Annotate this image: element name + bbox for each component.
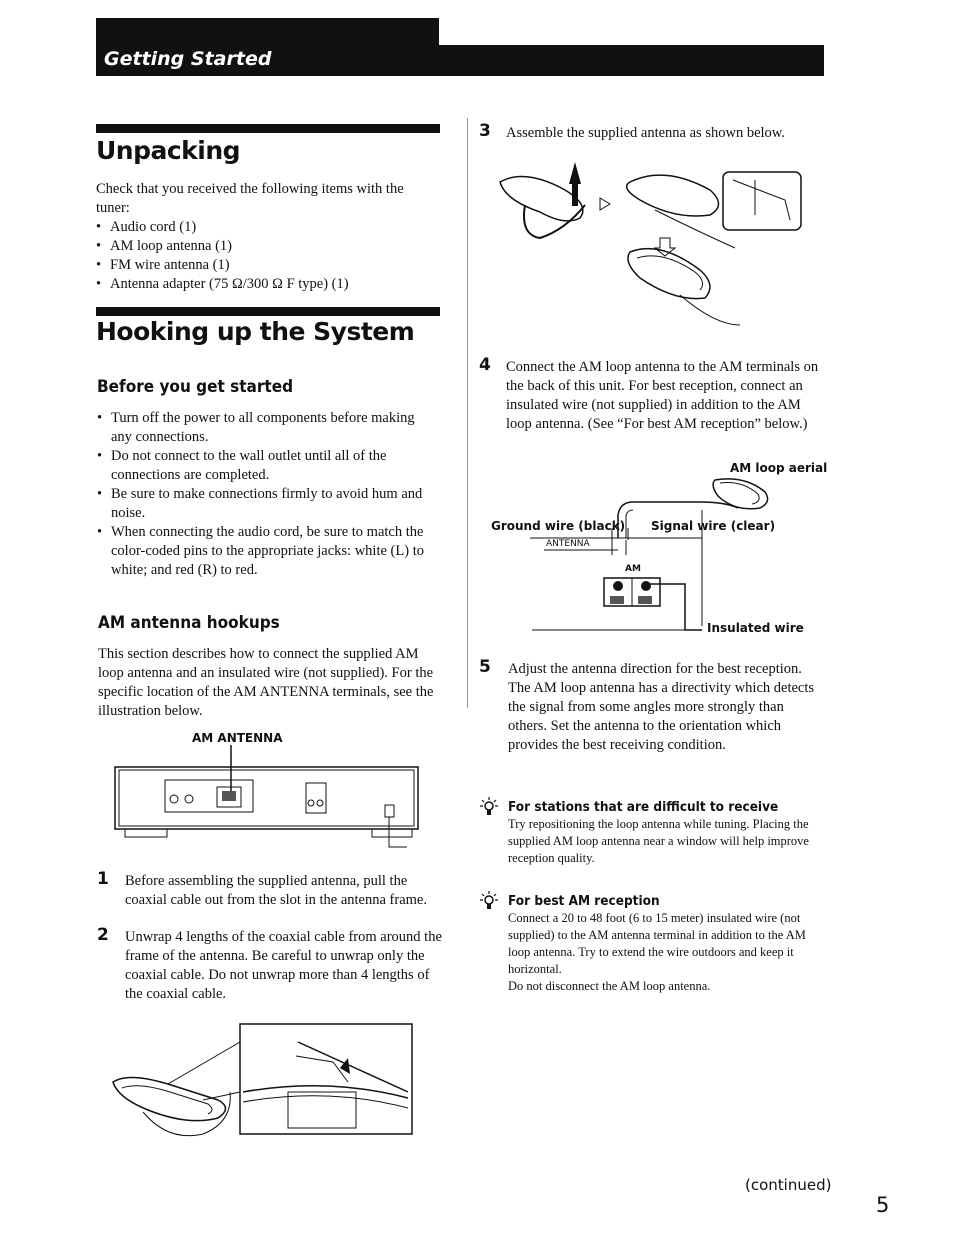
coaxial-unwrap-illustration [108, 1022, 416, 1138]
step-number: 2 [97, 925, 109, 945]
am-hookups-text: This section describes how to connect the supplied AM loop antenna and an insulated wire (not supplied). For the specific location of the AM ANTENNA terminals, see the illustration below. [98, 646, 434, 719]
step-text: Connect the AM loop antenna to the AM terminals on the back of this unit. For best reception, connect an insulated wire (not supplied) in addition to the AM loop antenna. (See “For best AM reception” below.) [506, 359, 819, 432]
tip-text: Try repositioning the loop antenna while tuning. Placing the supplied AM loop antenna near a window will help improve reception quality. [508, 817, 809, 865]
tip-text [508, 910, 818, 995]
step-2 [97, 925, 442, 1004]
step-text: Unwrap 4 lengths of the coaxial cable from around the frame of the antenna. Be careful to unwrap only the coaxial cable. Do not unwrap more than 4 lengths of the coaxial cable. [125, 929, 442, 1002]
list-item: • Antenna adapter (75 Ω/300 Ω F type) (1) [96, 275, 436, 294]
step-3 [479, 121, 824, 143]
am-connection-diagram [530, 470, 780, 642]
title-rule [96, 124, 440, 133]
step-text: Adjust the antenna direction for the best reception. The AM loop antenna has a directivity which detects the signal from some angles more strongly than others. Set the antenna to the orientation which provides the best receiving condition. [508, 661, 815, 753]
unpacking-title: Unpacking [96, 136, 241, 165]
tip-lightbulb-icon [480, 891, 498, 911]
ground-wire-label: Ground wire (black) [491, 519, 626, 533]
am-hookups-title: AM antenna hookups [98, 613, 280, 633]
step-number: 1 [97, 869, 109, 889]
list-item: • Turn off the power to all components before making any connections. [97, 409, 439, 447]
step-5 [479, 657, 824, 755]
unpacking-list [96, 218, 436, 294]
rear-panel-illustration [110, 745, 430, 855]
tip-paragraph: Do not disconnect the AM loop antenna. [508, 979, 711, 993]
before-list [97, 409, 439, 580]
step-number: 3 [479, 121, 491, 141]
column-divider [467, 118, 468, 708]
am-loop-aerial-label: AM loop aerial [730, 461, 828, 475]
tip-paragraph: Connect a 20 to 48 foot (6 to 15 meter) insulated wire (not supplied) to the AM antenna terminal in addition to the AM loop antenna. Try to extend the wire outdoors and keep it horizontal. [508, 911, 806, 976]
step-number: 4 [479, 355, 491, 375]
title-rule [96, 307, 440, 316]
signal-wire-label: Signal wire (clear) [651, 519, 776, 533]
am-antenna-label: AM ANTENNA [192, 731, 283, 745]
tip-lightbulb-icon [480, 797, 498, 817]
list-item: • When connecting the audio cord, be sure to match the color-coded pins to the appropriate jacks: white (L) to white; and red (R) to red. [97, 523, 439, 580]
step-text: Before assembling the supplied antenna, pull the coaxial cable out from the slot in the antenna frame. [125, 873, 427, 908]
hooking-title: Hooking up the System [96, 317, 415, 346]
step-1 [97, 869, 442, 910]
unpacking-intro: Check that you received the following items with the tuner: [96, 181, 404, 216]
page-number: 5 [876, 1193, 890, 1217]
list-item: • Be sure to make connections firmly to avoid hum and noise. [97, 485, 439, 523]
antenna-assembly-illustration [495, 160, 815, 335]
step-number: 5 [479, 657, 491, 677]
list-item: • Do not connect to the wall outlet until all of the connections are completed. [97, 447, 439, 485]
section-header: Getting Started [104, 48, 272, 70]
tip-title: For stations that are difficult to receive [508, 799, 779, 815]
am-terminal-label: AM [625, 564, 641, 574]
step-text: Assemble the supplied antenna as shown below. [506, 125, 785, 141]
unpacking-section [96, 180, 436, 294]
before-title: Before you get started [97, 377, 294, 397]
list-item: • FM wire antenna (1) [96, 256, 436, 275]
step-4 [479, 355, 824, 434]
continued-label: (continued) [745, 1176, 832, 1194]
list-item: • AM loop antenna (1) [96, 237, 436, 256]
antenna-terminal-label: ANTENNA [546, 539, 590, 549]
tip-title: For best AM reception [508, 893, 660, 909]
list-item: • Audio cord (1) [96, 218, 436, 237]
insulated-wire-label: Insulated wire [707, 621, 804, 635]
